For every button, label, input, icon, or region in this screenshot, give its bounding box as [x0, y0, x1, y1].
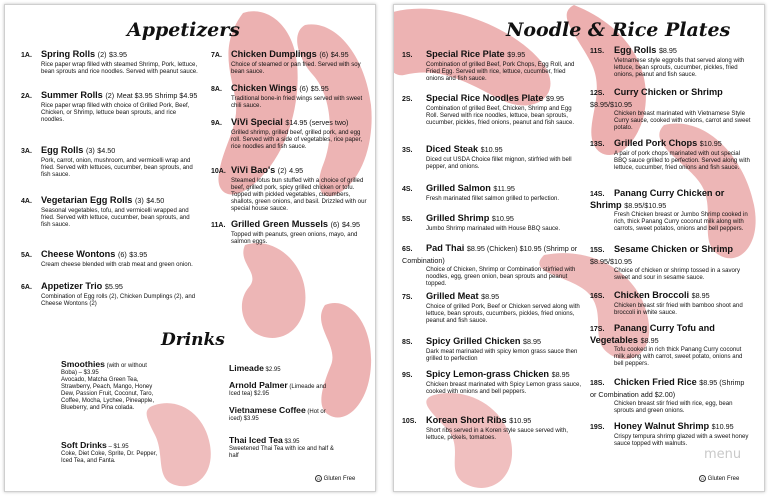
menu-item-number: 5S. — [402, 216, 413, 223]
menu-item-name: Grilled Green Mussels — [231, 219, 329, 229]
menu-item-name: Summer Rolls — [41, 90, 103, 100]
menu-item — [402, 49, 584, 82]
drink-price-note: $3.95 — [284, 439, 300, 445]
menu-item-price: $4.95 — [330, 50, 349, 59]
menu-item-number: 8A. — [211, 86, 222, 93]
menu-item-header — [590, 45, 752, 57]
gluten-free-label: Gluten Free — [707, 476, 740, 483]
menu-item-number: 4S. — [402, 186, 413, 193]
menu-item-name: Chicken Wings — [231, 83, 297, 93]
drink-name: Soft Drinks — [61, 440, 107, 450]
menu-item-price: Meat $3.95 Shrimp $4.95 — [116, 91, 198, 100]
menu-item-description: A pair of pork chops marinated with out special BBQ sauce grilled to perfection. Served along with lettuce, cucumber, fried onions and fish sauce. — [614, 150, 750, 171]
menu-item-price: $10.95 — [699, 139, 722, 148]
menu-item-number: 2A. — [21, 93, 32, 100]
drink-name: Limeade — [229, 363, 264, 373]
menu-item-description: Choice of chicken or shrimp tossed in a savory sweet and sour in sesame sauce. — [614, 267, 740, 281]
menu-item-number: 12S. — [590, 90, 605, 97]
menu-item-name: ViVi Special — [231, 117, 283, 127]
drink-description: Coke, Diet Coke, Sprite, Dr. Pepper, Iced Tea, and Fanta. — [61, 451, 158, 464]
menu-item — [21, 249, 199, 268]
menu-item-price: $8.95/$10.95 — [590, 257, 632, 266]
drink-item — [229, 382, 339, 398]
menu-item-name: Egg Rolls — [41, 145, 84, 155]
menu-item-number: 14S. — [590, 191, 605, 198]
menu-item-price: $10.95 — [480, 145, 503, 154]
menu-item-name: Special Rice Noodles Plate — [426, 93, 544, 103]
menu-item — [402, 144, 584, 170]
drink-item — [229, 407, 339, 423]
menu-item — [590, 188, 752, 232]
menu-item-price: $14.95 (serves two) — [285, 118, 349, 127]
menu-item-description: Short ribs served in a Koren style sauce served with, lettuce, pickels, tomatoes. — [426, 427, 568, 441]
menu-item — [21, 281, 199, 307]
menu-item — [21, 90, 199, 123]
menu-item-header — [402, 183, 584, 195]
menu-item-number: 1S. — [402, 52, 413, 59]
menu-item — [211, 165, 371, 212]
menu-item-header — [590, 87, 752, 110]
menu-item-price: $8.95/$10.95 — [590, 100, 632, 109]
menu-item-description: Fresh marinated fillet salmon grilled to perfection. — [426, 195, 560, 202]
menu-item-name: Chicken Broccoli — [614, 290, 690, 300]
menu-item-header — [211, 49, 371, 61]
menu-item-description: Grilled shrimp, grilled beef, grilled pork, and egg roll. Served with a side of vegetables, rice paper, rice noodles and fish sauce. — [231, 129, 363, 150]
menu-item-number: 2S. — [402, 96, 413, 103]
drink-item — [61, 361, 161, 412]
noodle-rice-title: Noodle & Rice Plates — [506, 19, 731, 41]
menu-item — [211, 83, 371, 109]
menu-item-number: 7A. — [211, 52, 222, 59]
gluten-free-icon: G — [316, 476, 321, 481]
menu-item-header — [590, 377, 752, 400]
menu-item-description: Chicken breast marinated with Spicy Lemon grass sauce, cooked with onions and bell peppers. — [426, 381, 582, 395]
menu-item-header — [211, 117, 371, 129]
menu-item-description: Dark meat marinated with spicy lemon grass sauce then grilled to perfection — [426, 348, 578, 362]
menu-item-number: 17S. — [590, 326, 605, 333]
menu-item — [590, 244, 752, 281]
menu-item-price: $9.95 — [507, 50, 526, 59]
menu-item-price: $10.95 — [509, 416, 532, 425]
drinks-title: Drinks — [161, 330, 225, 350]
menu-item-name: Cheese Wontons — [41, 249, 116, 259]
menu-item-description: Rice paper wrap filled with steamed Shrimp, Pork, lettuce, bean sprouts and rice noodles. Served with peanut sauce. — [41, 61, 198, 75]
menu-item-header — [21, 281, 199, 293]
menu-item-name: Grilled Pork Chops — [614, 138, 698, 148]
menu-item-price: $3.95 — [129, 250, 148, 259]
menu-item-number: 16S. — [590, 293, 605, 300]
drink-name: Smoothies — [61, 359, 105, 369]
menu-item-header — [590, 290, 752, 302]
menu-item-description: Crispy tempura shrimp glazed with a sweet honey sauce topped with walnuts. — [614, 433, 749, 447]
menu-item-header — [21, 145, 199, 157]
menu-item-number: 3S. — [402, 147, 413, 154]
menu-item-number: 8S. — [402, 339, 413, 346]
menu-item — [21, 195, 199, 228]
menu-item-description: Vietnamese style eggrolls that served along with lettuce, bean sprouts, cucumber, pickles, fried onions, peanut and fish sauce. — [614, 57, 745, 78]
menu-item-header — [21, 49, 199, 61]
menu-item-description: Chicken breast stir fried with bamboo shoot and broccoli in white sauce. — [614, 302, 743, 316]
menu-item-header — [402, 291, 584, 303]
menu-item — [402, 213, 584, 232]
menu-item-name: Diced Steak — [426, 144, 479, 154]
menu-item-description: Chicken breast marinated with Vietnamese Style Curry sauce, cooked with onions, carrot and sweet potato. — [614, 110, 751, 131]
menu-item-header — [590, 323, 752, 346]
menu-item-number: 9A. — [211, 120, 222, 127]
menu-item-price: $4.50 — [146, 196, 165, 205]
menu-item-price: 4.95 — [289, 166, 304, 175]
menu-item — [402, 291, 584, 324]
menu-item-name: Special Rice Plate — [426, 49, 505, 59]
menu-item-number: 10A. — [211, 168, 226, 175]
menu-item-description: Tofu cooked in rich thick Panang Curry coconut milk along with carrot, sweet potato, onions and bell peppers. — [614, 346, 743, 367]
drink-item — [61, 442, 161, 465]
menu-item-description: Choice of steamed or pan fried. Served with soy bean sauce. — [231, 61, 361, 75]
menu-item-quantity: (2) — [105, 91, 115, 100]
menu-item-number: 4A. — [21, 198, 32, 205]
appetizers-title: Appetizers — [127, 19, 240, 41]
menu-item — [590, 290, 752, 316]
noodle-rice-page — [393, 4, 765, 492]
menu-item-description: Choice of Chicken, Shrimp or Combination stirfried with noodles, egg, green onion, bean sprouts and peanut topped. — [426, 266, 576, 287]
drink-description: Sweetened Thai Tea with ice and half & half — [229, 446, 334, 459]
menu-item — [590, 138, 752, 171]
menu-item-header — [21, 195, 199, 207]
menu-item-price: $9.95 — [546, 94, 565, 103]
menu-item-number: 10S. — [402, 418, 417, 425]
menu-item-name: Grilled Shrimp — [426, 213, 490, 223]
menu-item-header — [402, 213, 584, 225]
menu-item-price: $11.95 — [493, 184, 515, 193]
menu-item-price: $8.95 — [658, 46, 677, 55]
menu-item-name: ViVi Bao's — [231, 165, 276, 175]
menu-item-number: 19S. — [590, 424, 605, 431]
menu-item-number: 18S. — [590, 380, 605, 387]
menu-item-description: Rice paper wrap filled with choice of Grilled Pork, Beef, Chicken, or Shrimp, lettuce bean sprouts, and rice noodles. — [41, 102, 190, 123]
menu-item-number: 13S. — [590, 141, 605, 148]
menu-item-number: 6A. — [21, 284, 32, 291]
menu-item-header — [590, 188, 752, 211]
menu-item-description: Cream cheese blended with crab meat and green onion. — [41, 261, 193, 268]
menu-item-header — [402, 415, 584, 427]
menu-item — [590, 45, 752, 78]
menu-item-price: $8.95 (Shrimp or Combination add $2.00) — [590, 378, 745, 399]
menu-item-header — [402, 93, 584, 105]
menu-item-name: Panang Curry Tofu and Vegetables — [590, 323, 715, 345]
menu-item-header — [211, 219, 371, 231]
menu-item-quantity: (3) — [134, 196, 144, 205]
menu-item-name: Chicken Fried Rice — [614, 377, 697, 387]
menu-item — [402, 415, 584, 441]
menu-item-header — [21, 249, 199, 261]
menu-item-header — [402, 336, 584, 348]
menu-item-price: $3.95 — [109, 50, 128, 59]
menu-item-description: Seasonal vegetables, tofu, and vermicelli wrapped and fried. Served with lettuce, cucumber, bean sprouts, and fish sauce. — [41, 207, 190, 228]
menu-item-description: Traditional bone-in fried wings served with sweet chili sauce. — [231, 95, 363, 109]
menu-item-price: $10.95 — [491, 214, 514, 223]
menu-item-price: $8.95 — [551, 370, 570, 379]
menu-item-name: Grilled Salmon — [426, 183, 491, 193]
menu-item — [590, 87, 752, 131]
drink-item — [229, 365, 339, 374]
menu-item-header — [590, 421, 752, 433]
menu-item-quantity: (2) — [97, 50, 107, 59]
drink-name: Thai Iced Tea — [229, 435, 283, 445]
menu-item — [402, 369, 584, 395]
menu-item — [211, 219, 371, 245]
menu-item-number: 11S. — [590, 48, 605, 55]
menu-item-number: 6S. — [402, 246, 413, 253]
drink-name: Vietnamese Coffee — [229, 405, 306, 415]
menu-item-price: $8.95 (Chicken) $10.95 (Shrimp or Combination) — [402, 244, 578, 265]
menu-item-name: Egg Rolls — [614, 45, 657, 55]
menu-item-description: Steamed lotus bun stuffed with a choice of grilled beef, grilled pork, spicy grilled chicken or tofu. Topped with pickled vegetables, cucumbers, shallots, green onions, and basil. Drizzled with our special house sauce. — [231, 177, 367, 212]
menu-item-description: Diced cut USDA Choice fillet mignon, stirfried with bell pepper, and onions. — [426, 156, 572, 170]
menu-item-name: Sesame Chicken or Shrimp — [614, 244, 733, 254]
drink-name: Arnold Palmer — [229, 380, 288, 390]
menu-item-number: 3A. — [21, 148, 32, 155]
menu-item — [402, 93, 584, 126]
menu-item-description: Combination of grilled Beef, Pork Chops, Egg Roll, and Fried Egg. Served with rice, lettuce, cucumber, fried onions and fish sauce. — [426, 61, 575, 82]
menu-item-price: $4.95 — [341, 220, 360, 229]
drink-price-note: (Hot or iced) $3.95 — [229, 409, 326, 422]
menu-item-name: Grilled Meat — [426, 291, 479, 301]
menu-item-number: 5A. — [21, 252, 32, 259]
menu-item-number: 7S. — [402, 294, 413, 301]
menu-item-header — [402, 144, 584, 156]
menu-item-number: 11A. — [211, 222, 226, 229]
menu-item-name: Panang Curry Chicken or Shrimp — [590, 188, 725, 210]
menu-item-price: $10.95 — [711, 422, 734, 431]
menu-item-description: Pork, carrot, onion, mushroom, and vermicelli wrap and fried. Served with lettuces, cucumber, bean sprouts, and fish sauce. — [41, 157, 193, 178]
menu-item-name: Pad Thai — [426, 243, 465, 253]
menu-item-quantity: (6) — [299, 84, 309, 93]
menu-item-price: $4.50 — [97, 146, 116, 155]
menu-item-description: Topped with peanuts, green onions, mayo, and salmon eggs. — [231, 231, 358, 245]
drink-price-note: (Limeade and Iced tea) $2.95 — [229, 384, 327, 397]
drink-price-note: (with or without Boba) – $3.95 — [61, 363, 147, 376]
menu-item — [21, 145, 199, 178]
menu-item — [590, 377, 752, 414]
gluten-free-legend — [315, 475, 355, 482]
menu-item-description: Chicken breast stir fried with rice, egg, bean sprouts and green onions. — [614, 400, 733, 414]
menu-item-header — [21, 90, 199, 102]
menu-item-name: Spring Rolls — [41, 49, 96, 59]
menu-item — [402, 243, 584, 287]
menu-item-price: $8.95 — [640, 336, 659, 345]
menu-item-name: Honey Walnut Shrimp — [614, 421, 710, 431]
menu-item-header — [402, 243, 584, 266]
menu-item-quantity: (6) — [319, 50, 329, 59]
drink-item — [229, 437, 339, 460]
menu-item-price: $8.95 — [523, 337, 542, 346]
drink-price-note: $2.95 — [265, 367, 281, 373]
menu-item-name: Spicy Grilled Chicken — [426, 336, 521, 346]
menu-item — [211, 117, 371, 150]
menu-item — [590, 323, 752, 367]
menu-item — [402, 183, 584, 202]
menu-item — [590, 421, 752, 447]
menu-item-quantity: (3) — [85, 146, 95, 155]
menu-item-price: $8.95/$10.95 — [624, 201, 667, 210]
menu-item-name: Vegetarian Egg Rolls — [41, 195, 133, 205]
menu-item-quantity: (2) — [277, 166, 287, 175]
menu-item-header — [402, 49, 584, 61]
appetizers-page — [4, 4, 376, 492]
menu-item-description: Combination of Egg rolls (2), Chicken Dumplings (2), and Cheese Wontons (2) — [41, 293, 196, 307]
menu-item — [402, 336, 584, 362]
menu-item-description: Fresh Chicken breast or Jumbo Shrimp cooked in rich, thick Panang Curry coconut milk along with carrots, sweet potatos, onions and bell peppers. — [614, 211, 748, 232]
menu-item-name: Chicken Dumplings — [231, 49, 317, 59]
menu-item-number: 15S. — [590, 247, 605, 254]
menu-item-price: $5.95 — [104, 282, 123, 291]
drink-description: Avocado, Matcha Green Tea, Strawberry, Peach, Mango, Honey Dew, Passion Fruit, Coconut, Taro, Coffee, Mocha, Lychee, Pineapple, Blueberry, and Pina colada. — [61, 377, 155, 411]
gluten-free-label: Gluten Free — [323, 476, 356, 483]
menu-item-header — [590, 244, 752, 267]
menu-item-quantity: (6) — [330, 220, 340, 229]
menu-item-header — [211, 165, 371, 177]
menu-watermark: menu — [704, 447, 742, 462]
menu-item-name: Spicy Lemon-grass Chicken — [426, 369, 550, 379]
menu-item-header — [590, 138, 752, 150]
menu-item-number: 1A. — [21, 52, 32, 59]
menu-item-header — [211, 83, 371, 95]
drink-price-note: – $1.95 — [108, 444, 129, 450]
menu-item-name: Appetizer Trio — [41, 281, 103, 291]
gluten-free-icon: G — [700, 476, 705, 481]
menu-item-description: Combination of grilled Beef, Chicken, Shrimp and Egg Roll. Served with rice noodles, lettuce, bean sprouts, cucumber, pickles, fried onions, peanut and fish sauce. — [426, 105, 575, 126]
menu-item-quantity: (6) — [117, 250, 127, 259]
menu-item — [21, 49, 199, 75]
menu-item-price: $8.95 — [481, 292, 500, 301]
menu-item-description: Jumbo Shrimp marinated with House BBQ sauce. — [426, 225, 561, 232]
menu-item-header — [402, 369, 584, 381]
menu-item-price: $5.95 — [310, 84, 329, 93]
menu-item-name: Korean Short Ribs — [426, 415, 507, 425]
menu-item-description: Choice of grilled Pork, Beef or Chicken served along with lettuce, bean sprouts, cucumbers, pickles, fried onions, peanut and fish sauce. — [426, 303, 580, 324]
menu-item-price: $8.95 — [691, 291, 710, 300]
gluten-free-legend — [699, 475, 739, 482]
menu-item-number: 9S. — [402, 372, 413, 379]
menu-item-name: Curry Chicken or Shrimp — [614, 87, 723, 97]
menu-item — [211, 49, 371, 75]
